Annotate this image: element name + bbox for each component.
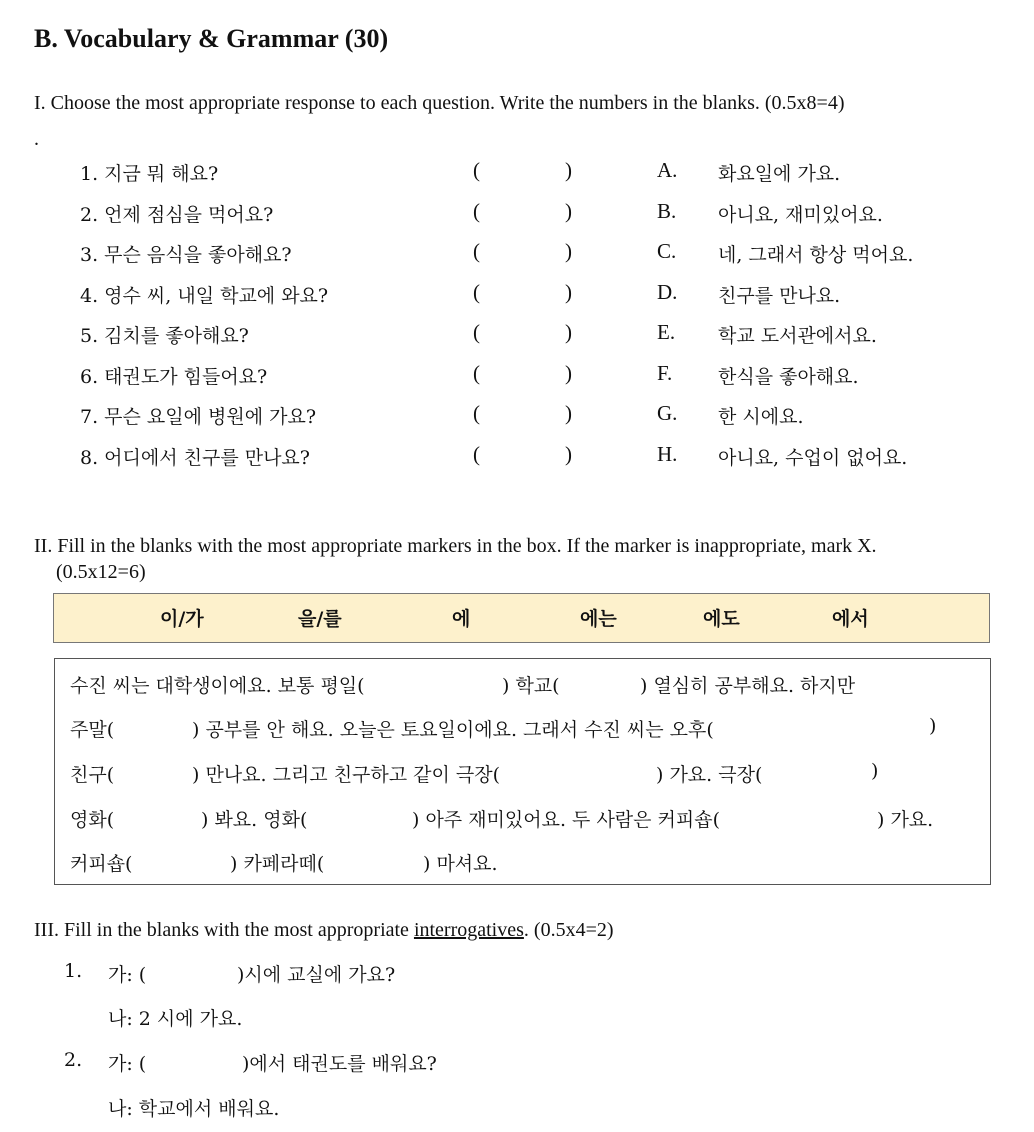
passage-segment: 수진 씨는 대학생이에요. 보통 평일( <box>70 675 365 697</box>
marker-i-ga: 이/가 <box>160 608 204 630</box>
response-letter: G. <box>657 401 678 425</box>
blank-open-paren: ( <box>473 361 480 385</box>
part1-instruction: I. Choose the most appropriate response to each question. Write the numbers in the blanks. (0.5x8=4) <box>34 92 845 114</box>
marker-e: 에 <box>452 608 471 630</box>
part2-points: (0.5x12=6) <box>56 561 146 583</box>
question-prefix: 가: ( <box>108 964 147 986</box>
question-1: 1. 지금 뭐 해요? <box>80 163 219 185</box>
blank-close-paren: ) <box>565 401 572 425</box>
passage-segment: ) <box>871 760 879 782</box>
question-suffix: )시에 교실에 가요? <box>237 964 396 986</box>
blank-close-paren: ) <box>565 320 572 344</box>
blank-close-paren: ) <box>565 199 572 223</box>
response-letter: B. <box>657 199 677 223</box>
blank-close-paren: ) <box>565 158 572 182</box>
passage-segment: ) 봐요. 영화( <box>201 809 308 831</box>
blank-open-paren: ( <box>473 199 480 223</box>
question-5: 5. 김치를 좋아해요? <box>80 325 249 347</box>
response-letter: H. <box>657 442 678 466</box>
passage-segment: 친구( <box>70 764 115 786</box>
passage-segment: ) 카페라떼( <box>230 853 325 875</box>
answer-line: 나: 2 시에 가요. <box>108 1008 243 1030</box>
item-number: 2. <box>64 1049 83 1071</box>
blank-open-paren: ( <box>473 442 480 466</box>
section-title: B. Vocabulary & Grammar (30) <box>34 24 389 53</box>
blank-close-paren: ) <box>565 239 572 263</box>
stray-dot: . <box>34 128 39 150</box>
question-6: 6. 태권도가 힘들어요? <box>80 366 268 388</box>
response-g: 한 시에요. <box>718 406 804 428</box>
response-letter: D. <box>657 280 678 304</box>
response-d: 친구를 만나요. <box>718 285 841 307</box>
passage-segment: ) 열심히 공부해요. 하지만 <box>640 675 856 697</box>
passage-segment: ) 마셔요. <box>423 853 498 875</box>
passage-segment: ) 만나요. 그리고 친구하고 같이 극장( <box>192 764 501 786</box>
marker-eseo: 에서 <box>832 608 869 630</box>
part3-instruction-suffix: . (0.5x4=2) <box>523 919 614 941</box>
response-letter: C. <box>657 239 677 263</box>
blank-open-paren: ( <box>473 401 480 425</box>
passage-segment: ) 가요. 극장( <box>656 764 763 786</box>
question-7: 7. 무슨 요일에 병원에 가요? <box>80 406 317 428</box>
question-suffix: )에서 태권도를 배워요? <box>242 1053 437 1075</box>
part2-instruction: II. Fill in the blanks with the most appropriate markers in the box. If the marker is inappropriate, mark X. <box>34 535 877 557</box>
response-letter: F. <box>657 361 673 385</box>
response-f: 한식을 좋아해요. <box>718 366 859 388</box>
response-letter: E. <box>657 320 676 344</box>
part3-instruction-prefix: III. Fill in the blanks with the most appropriate <box>34 919 409 941</box>
part3-instruction <box>34 919 614 942</box>
passage-segment: 주말( <box>70 719 115 741</box>
passage-segment: ) 아주 재미있어요. 두 사람은 커피숍( <box>412 809 721 831</box>
passage-segment: 영화( <box>70 809 115 831</box>
response-c: 네, 그래서 항상 먹어요. <box>718 244 914 266</box>
question-3: 3. 무슨 음식을 좋아해요? <box>80 244 292 266</box>
passage-segment: ) <box>929 715 937 737</box>
blank-open-paren: ( <box>473 158 480 182</box>
question-2: 2. 언제 점심을 먹어요? <box>80 204 274 226</box>
answer-line: 나: 학교에서 배워요. <box>108 1098 280 1120</box>
marker-eneun: 에는 <box>580 608 617 630</box>
blank-open-paren: ( <box>473 280 480 304</box>
part3-instruction-keyword: interrogatives <box>413 919 524 941</box>
response-a: 화요일에 가요. <box>718 163 841 185</box>
passage-segment: ) 공부를 안 해요. 오늘은 토요일이에요. 그래서 수진 씨는 오후( <box>192 719 714 741</box>
passage-segment: ) 학교( <box>502 675 560 697</box>
passage-segment: ) 가요. <box>877 809 934 831</box>
response-h: 아니요, 수업이 없어요. <box>718 447 908 469</box>
response-letter: A. <box>657 158 678 182</box>
item-number: 1. <box>64 960 83 982</box>
blank-close-paren: ) <box>565 442 572 466</box>
blank-close-paren: ) <box>565 361 572 385</box>
marker-eul-reul: 을/를 <box>298 608 342 630</box>
response-b: 아니요, 재미있어요. <box>718 204 883 226</box>
blank-close-paren: ) <box>565 280 572 304</box>
question-8: 8. 어디에서 친구를 만나요? <box>80 447 310 469</box>
response-e: 학교 도서관에서요. <box>718 325 877 347</box>
question-prefix: 가: ( <box>108 1053 147 1075</box>
blank-open-paren: ( <box>473 320 480 344</box>
question-4: 4. 영수 씨, 내일 학교에 와요? <box>80 285 329 307</box>
marker-edo: 에도 <box>703 608 740 630</box>
passage-segment: 커피숍( <box>70 853 133 875</box>
blank-open-paren: ( <box>473 239 480 263</box>
